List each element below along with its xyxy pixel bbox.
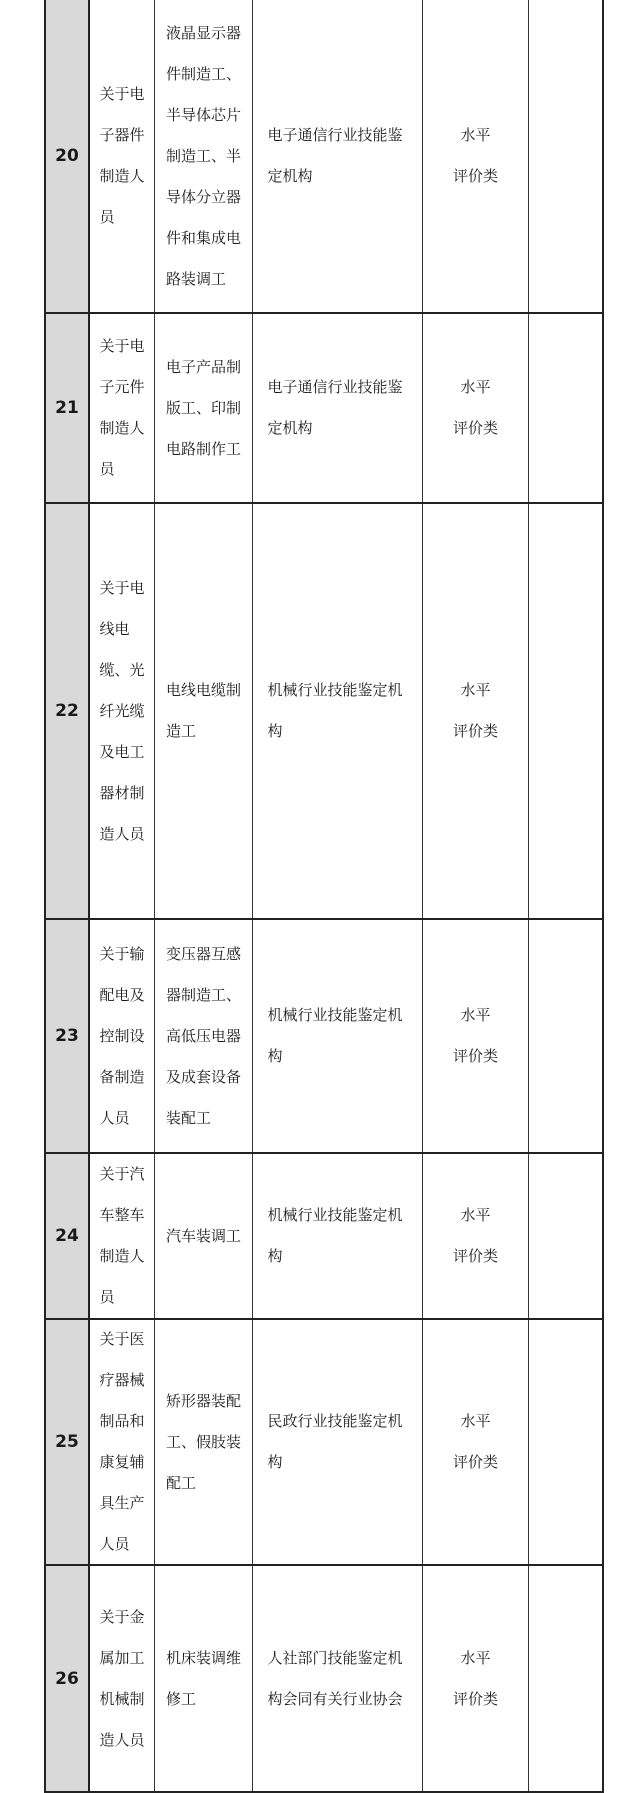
table-row (44, 0, 604, 314)
institution-cell: 电子通信行业技能鉴 定机构 (253, 314, 423, 502)
note-cell (529, 314, 604, 502)
type-cell: 水平 评价类 (423, 0, 529, 312)
note-cell (529, 1566, 604, 1791)
occupation-cell: 变压器互感 器制造工、 高低压电器 及成套设备 装配工 (155, 920, 253, 1152)
occupation-cell: 电线电缆制 造工 (155, 504, 253, 918)
institution-cell: 人社部门技能鉴定机 构会同有关行业协会 (253, 1566, 423, 1791)
type-cell: 水平 评价类 (423, 314, 529, 502)
row-number: 22 (44, 504, 90, 918)
institution-cell: 民政行业技能鉴定机 构 (253, 1320, 423, 1564)
category-cell: 关于输 配电及 控制设 备制造 人员 (90, 920, 155, 1152)
row-number: 23 (44, 920, 90, 1152)
type-cell: 水平 评价类 (423, 1320, 529, 1564)
occupation-cell: 液晶显示器 件制造工、 半导体芯片 制造工、半 导体分立器 件和集成电 路装调工 (155, 0, 253, 312)
note-cell (529, 1154, 604, 1318)
note-cell (529, 1320, 604, 1564)
institution-cell: 机械行业技能鉴定机 构 (253, 1154, 423, 1318)
institution-cell: 机械行业技能鉴定机 构 (253, 920, 423, 1152)
row-number: 20 (44, 0, 90, 312)
note-cell (529, 920, 604, 1152)
category-cell: 关于电 线电 缆、光 纤光缆 及电工 器材制 造人员 (90, 504, 155, 918)
row-number: 25 (44, 1320, 90, 1564)
category-cell: 关于金 属加工 机械制 造人员 (90, 1566, 155, 1791)
type-cell: 水平 评价类 (423, 1154, 529, 1318)
table-row (44, 920, 604, 1154)
category-cell: 关于汽 车整车 制造人 员 (90, 1154, 155, 1318)
note-cell (529, 504, 604, 918)
institution-cell: 机械行业技能鉴定机 构 (253, 504, 423, 918)
category-cell: 关于电 子器件 制造人 员 (90, 0, 155, 312)
row-number: 24 (44, 1154, 90, 1318)
occupation-cell: 电子产品制 版工、印制 电路制作工 (155, 314, 253, 502)
occupation-cell: 矫形器装配 工、假肢装 配工 (155, 1320, 253, 1564)
occupation-cell: 汽车装调工 (155, 1154, 253, 1318)
category-cell: 关于电 子元件 制造人 员 (90, 314, 155, 502)
note-cell (529, 0, 604, 312)
occupation-cell: 机床装调维 修工 (155, 1566, 253, 1791)
category-cell: 关于医 疗器械 制品和 康复辅 具生产 人员 (90, 1320, 155, 1564)
table-row (44, 1154, 604, 1320)
table-row (44, 314, 604, 504)
type-cell: 水平 评价类 (423, 1566, 529, 1791)
table-row (44, 1566, 604, 1793)
row-number: 26 (44, 1566, 90, 1791)
table-row (44, 504, 604, 920)
institution-cell: 电子通信行业技能鉴 定机构 (253, 0, 423, 312)
row-number: 21 (44, 314, 90, 502)
type-cell: 水平 评价类 (423, 920, 529, 1152)
type-cell: 水平 评价类 (423, 504, 529, 918)
table-row (44, 1320, 604, 1566)
